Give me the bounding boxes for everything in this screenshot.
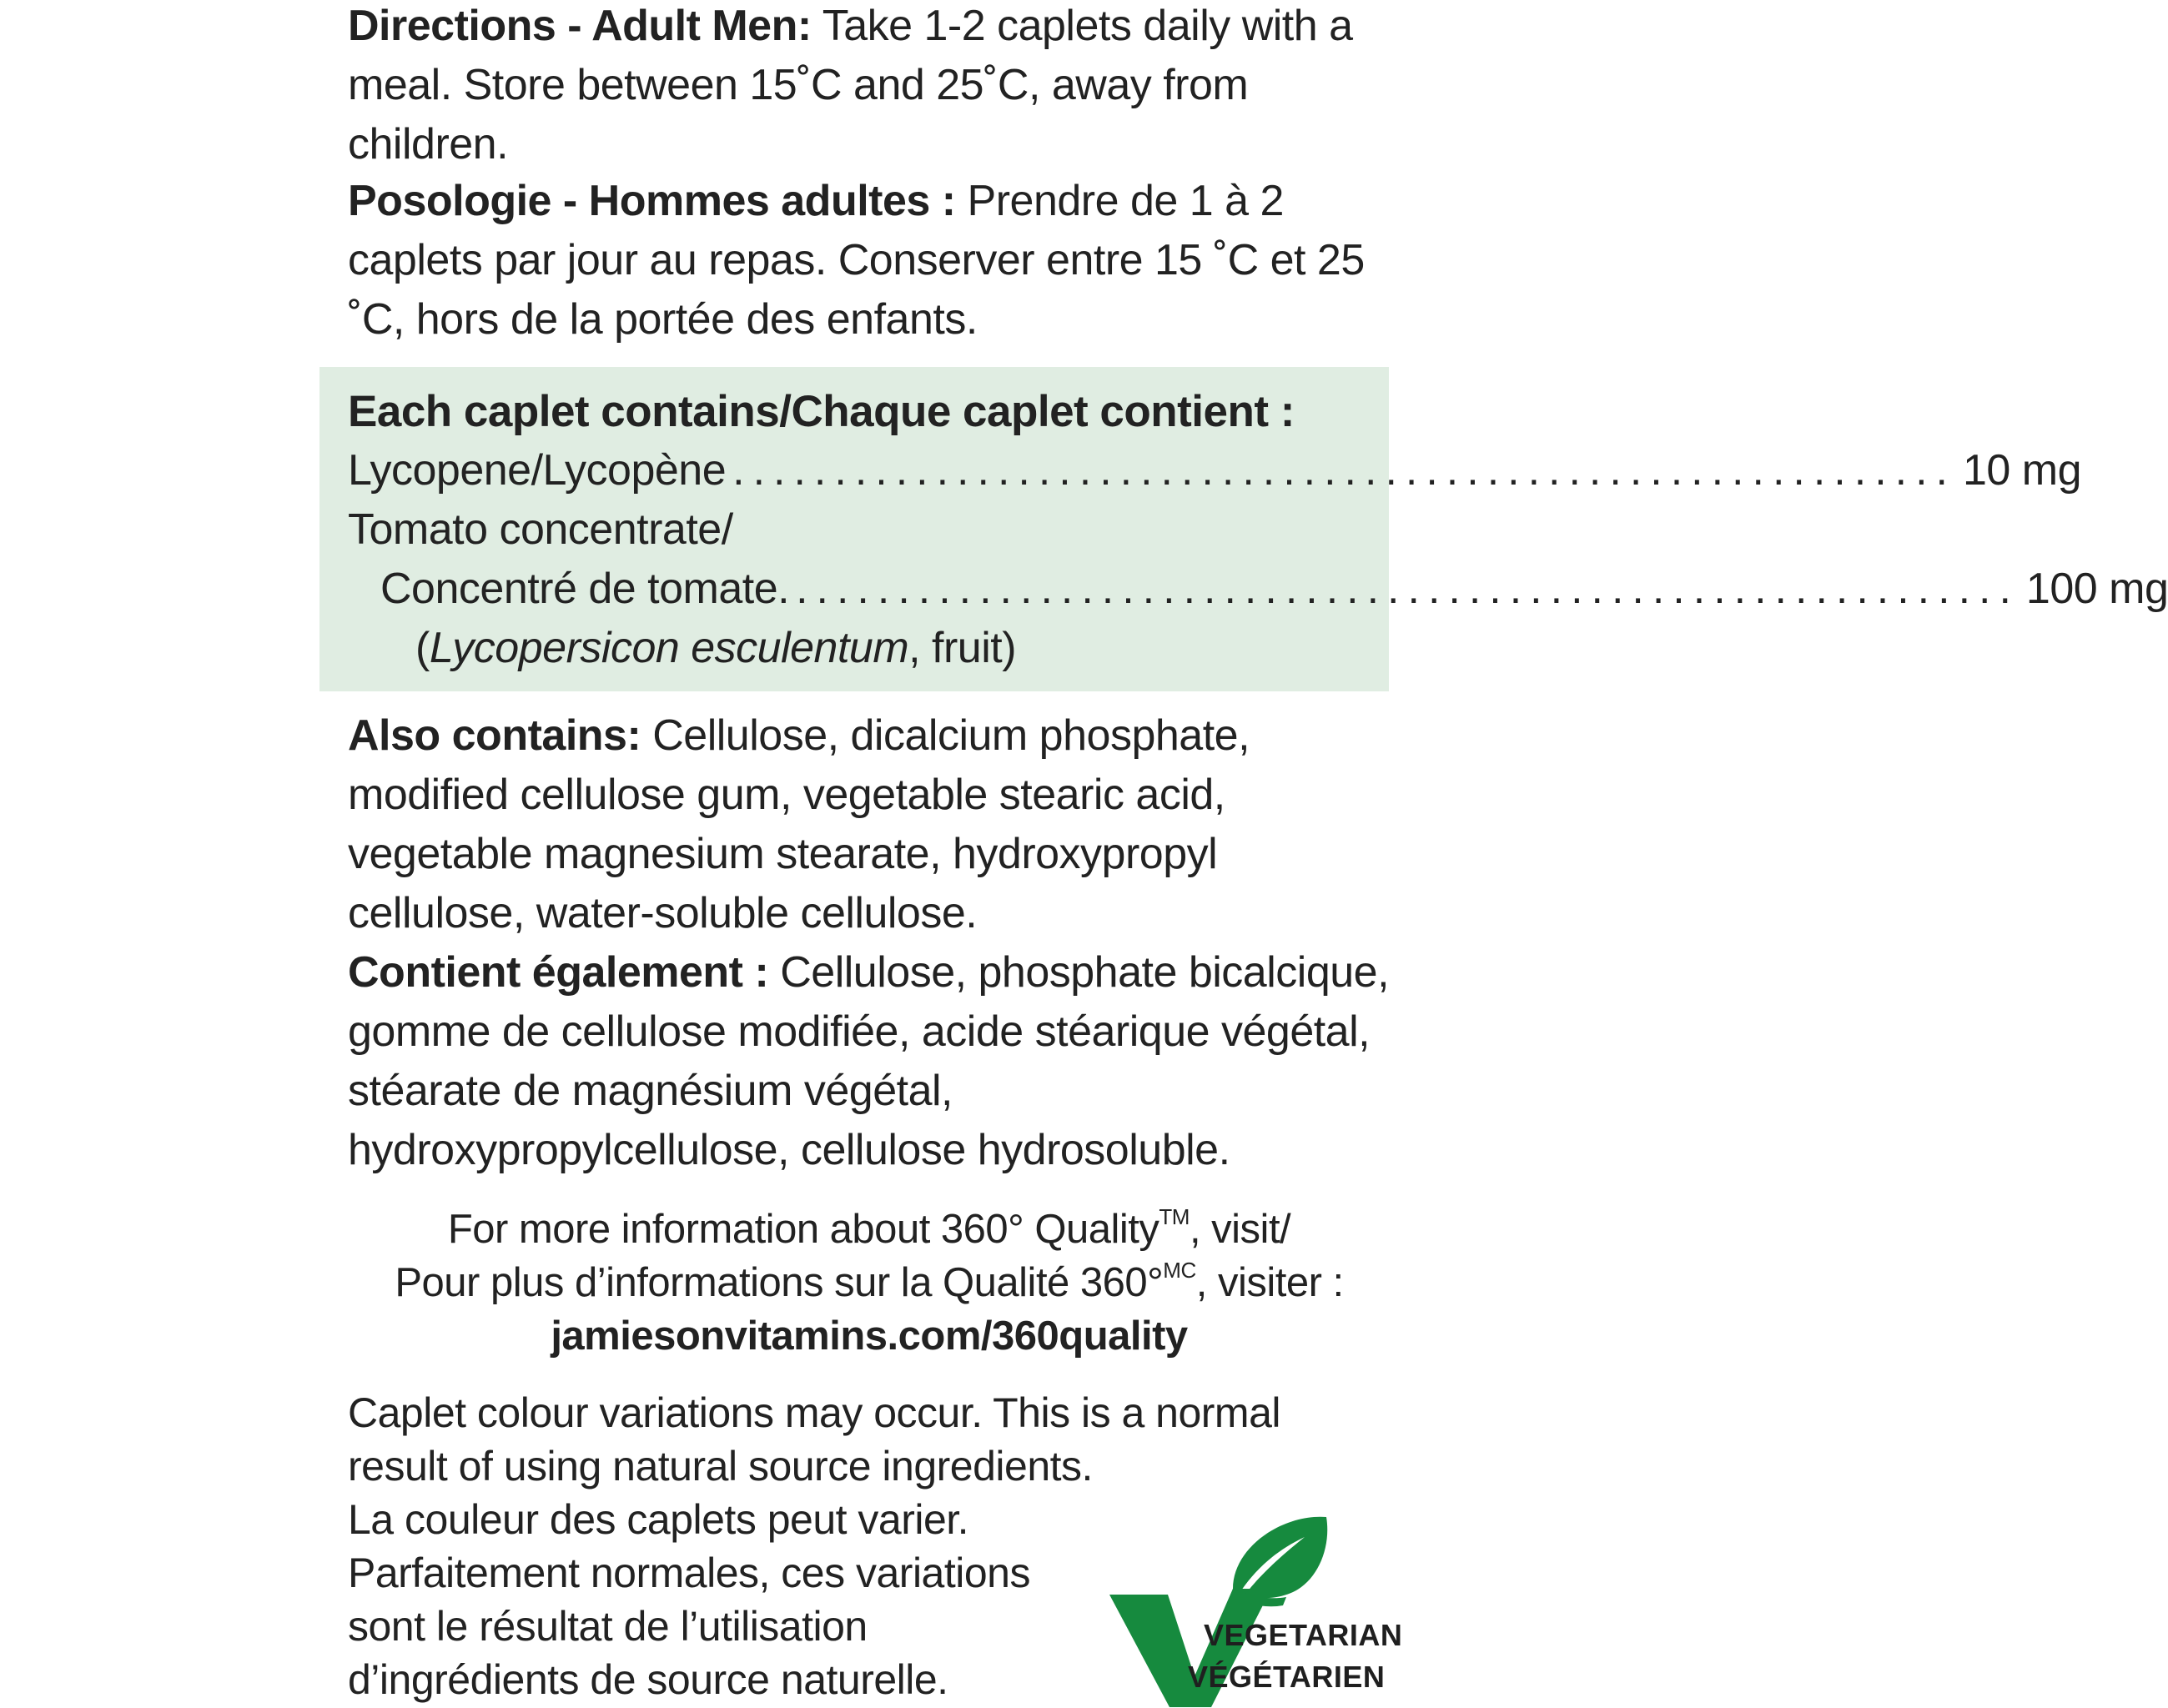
ingredient-name: Lycopene/Lycopène — [348, 446, 727, 495]
latin-open: ( — [415, 624, 430, 672]
ingredient-amount: 10 mg — [1962, 446, 2082, 495]
ingredient-amount: 100 mg — [2025, 565, 2168, 613]
also-contains-section — [348, 706, 1391, 943]
leaf-shape — [1233, 1517, 1327, 1599]
also-contains-text: Cellulose, dicalcium phosphate, modified cellulose gum, vegetable stearic acid, vegetable magnesium stearate, hydroxypropyl cellulose, water-soluble cellulose. — [348, 711, 1250, 937]
info-text: Pour plus d’informations sur la Qualité 360° — [395, 1260, 1164, 1305]
caplet-note-en — [348, 1386, 1307, 1493]
caplet-note-fr-text: La couleur des caplets peut varier. Parfaitement normales, ces variations sont le résultat de l’utilisation d’ingrédients de source naturelle. — [348, 1496, 1030, 1703]
directions-heading: Directions - Adult Men: — [348, 2, 812, 50]
also-contains-heading: Also contains: — [348, 711, 641, 760]
dot-leader: ............................................................ — [732, 446, 1956, 495]
latin-rest: , fruit) — [908, 624, 1017, 672]
info-line-en — [348, 1203, 1391, 1256]
trademark-sup: TM — [1159, 1204, 1190, 1229]
latin-name: Lycopersicon esculentum — [429, 624, 909, 672]
ingredient-row-tomato-en — [348, 500, 733, 560]
directions-text: Take 1-2 caplets daily with a meal. Store between 15˚C and 25˚C, away from children. — [348, 2, 1353, 168]
posologie-paragraph — [348, 172, 1391, 349]
info-line-fr — [348, 1256, 1391, 1309]
ingredients-title: Each caplet contains/Chaque caplet contient : — [348, 387, 1295, 436]
ingredient-row-lycopene — [348, 441, 2082, 500]
contient-heading: Contient également : — [348, 948, 769, 997]
vegetarian-label-en: VEGETARIAN — [1204, 1618, 1403, 1652]
ingredient-source — [415, 619, 1016, 678]
directions-section — [348, 0, 1391, 174]
trademark-sup: MC — [1163, 1258, 1196, 1283]
info-text-end: , visit/ — [1189, 1207, 1291, 1252]
info-text-end: , visiter : — [1195, 1260, 1344, 1305]
info-url-line — [348, 1309, 1391, 1363]
ingredient-row-tomato-fr — [380, 560, 2168, 619]
directions-paragraph — [348, 0, 1391, 174]
posologie-section — [348, 172, 1391, 349]
ingredient-name: Concentré de tomate. — [380, 565, 790, 613]
info-url: jamiesonvitamins.com/360quality — [551, 1314, 1188, 1359]
also-contains-paragraph — [348, 706, 1391, 943]
contient-section — [348, 943, 1391, 1180]
quality-info — [348, 1203, 1391, 1363]
dot-leader: ............................................................ — [796, 565, 2020, 613]
posologie-heading: Posologie - Hommes adultes : — [348, 177, 956, 225]
contient-text: Cellulose, phosphate bicalcique, gomme de cellulose modifiée, acide stéarique végétal, stéarate de magnésium végétal, hydroxypropylcellulose, cellulose hydrosoluble. — [348, 948, 1390, 1174]
contient-paragraph — [348, 943, 1391, 1180]
caplet-note-en-text: Caplet colour variations may occur. This is a normal result of using natural source ingredients. — [348, 1389, 1280, 1489]
posologie-text: Prendre de 1 à 2 caplets par jour au repas. Conserver entre 15 ˚C et 25 ˚C, hors de la portée des enfants. — [348, 177, 1365, 344]
vegetarian-label-fr: VÉGÉTARIEN — [1188, 1660, 1386, 1694]
caplet-note-fr — [348, 1493, 1099, 1706]
ingredient-name: Tomato concentrate/ — [348, 505, 733, 554]
info-text: For more information about 360° Quality — [447, 1207, 1159, 1252]
